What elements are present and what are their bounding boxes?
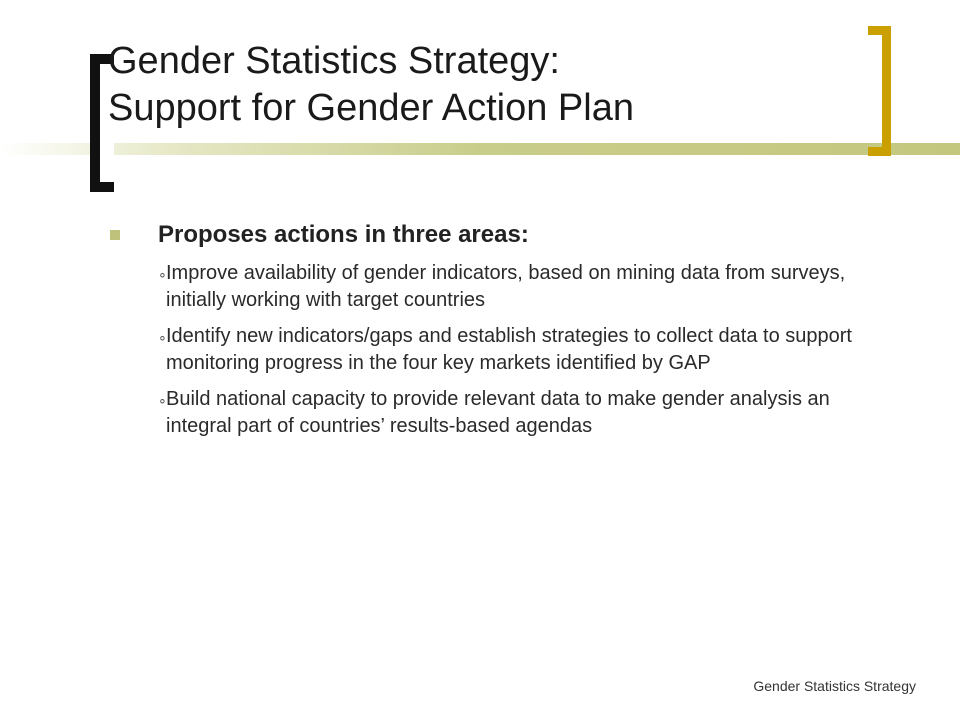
title-accent-band bbox=[0, 143, 960, 155]
slide-content bbox=[110, 218, 910, 449]
sub-bullet-list bbox=[110, 260, 910, 440]
main-bullet-item bbox=[110, 218, 910, 252]
sub-bullet-item bbox=[110, 323, 910, 377]
main-bullet-text: Proposes actions in three areas: bbox=[158, 221, 529, 248]
sub-bullet-item bbox=[110, 260, 910, 314]
slide-title-line-1: Gender Statistics Strategy: bbox=[108, 40, 560, 82]
slide-title bbox=[108, 38, 868, 132]
sub-bullet-item bbox=[110, 386, 910, 440]
circle-bullet-icon: ∘ bbox=[158, 392, 167, 408]
circle-bullet-icon: ∘ bbox=[158, 329, 167, 345]
right-bracket-decoration bbox=[868, 26, 891, 156]
sub-bullet-text: Build national capacity to provide relevant data to make gender analysis an integral part of countries’ results-based agendas bbox=[166, 388, 830, 437]
slide-footer: Gender Statistics Strategy bbox=[753, 678, 916, 694]
square-bullet-icon bbox=[110, 230, 120, 240]
circle-bullet-icon: ∘ bbox=[158, 266, 167, 282]
sub-bullet-text: Identify new indicators/gaps and establish strategies to collect data to support monitoring progress in the four key markets identified by GAP bbox=[166, 325, 852, 374]
slide-title-line-2: Support for Gender Action Plan bbox=[108, 87, 634, 129]
sub-bullet-text: Improve availability of gender indicators, based on mining data from surveys, initially working with target countries bbox=[166, 262, 846, 311]
